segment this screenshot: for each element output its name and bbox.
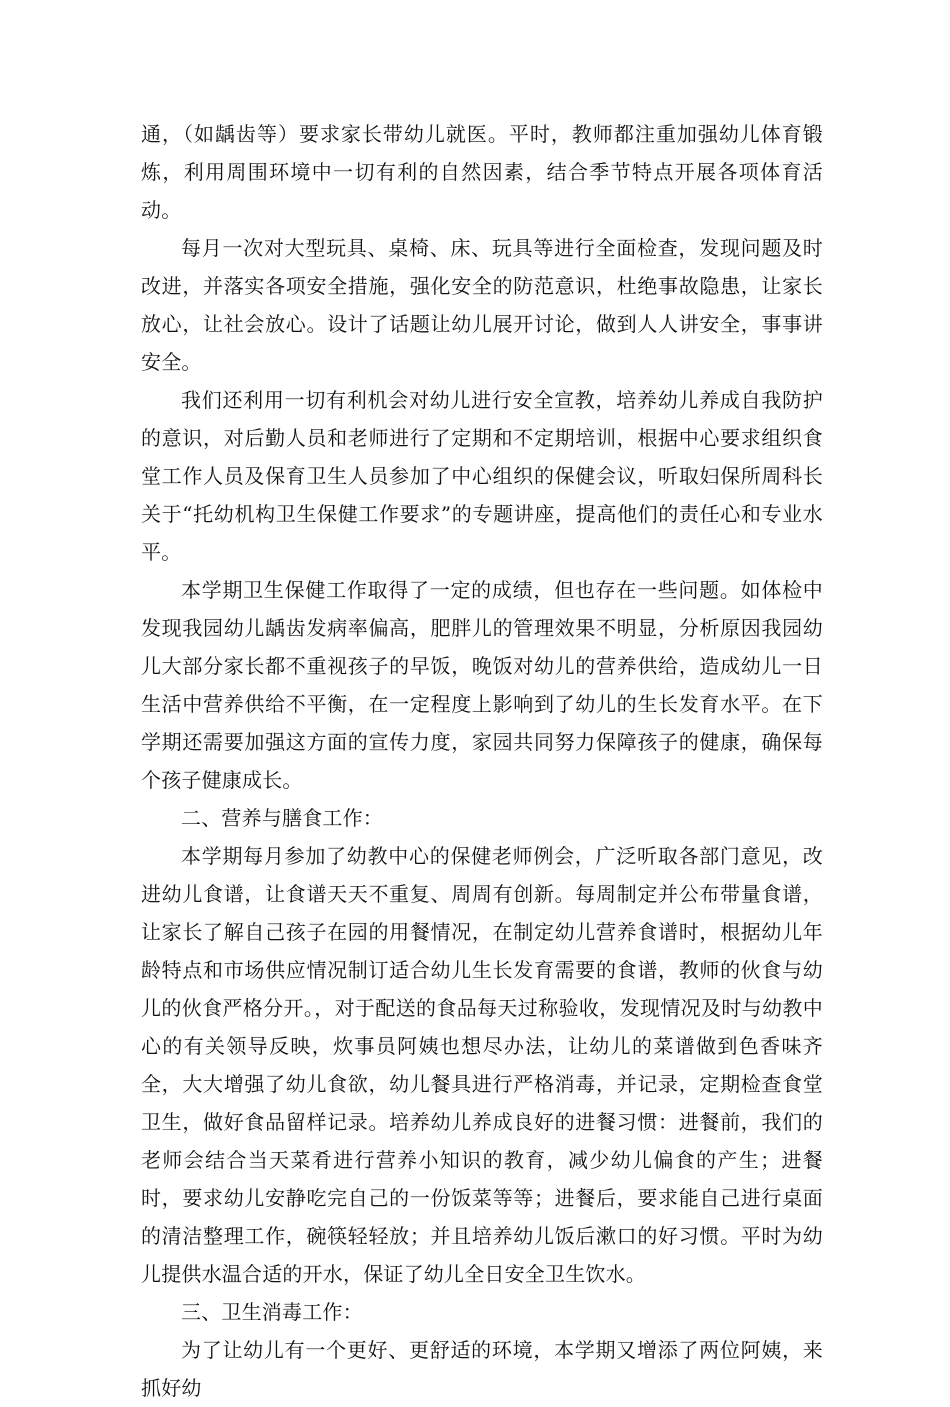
paragraph-disinfection: 为了让幼儿有一个更好、更舒适的环境，本学期又增添了两位阿姨，来抓好幼 xyxy=(141,1338,823,1400)
paragraph-continuation: 通，（如龋齿等）要求家长带幼儿就医。平时，教师都注重加强幼儿体育锻炼，利用周围环境中一切有利的自然因素，结合季节特点开展各项体育活动。 xyxy=(141,122,823,222)
document-body xyxy=(141,115,823,1407)
section-heading-disinfection: 三、卫生消毒工作： xyxy=(181,1300,363,1324)
paragraph-safety-inspection: 每月一次对大型玩具、桌椅、床、玩具等进行全面检查，发现问题及时改进，并落实各项安全措施，强化安全的防范意识，杜绝事故隐患，让家长放心，让社会放心。设计了话题让幼儿展开讨论，做到人人讲安全，事事讲安全。 xyxy=(141,236,823,374)
paragraph-nutrition: 本学期每月参加了幼教中心的保健老师例会，广泛听取各部门意见，改进幼儿食谱，让食谱天天不重复、周周有创新。每周制定并公布带量食谱，让家长了解自己孩子在园的用餐情况，在制定幼儿营养食谱时，根据幼儿年龄特点和市场供应情况制订适合幼儿生长发育需要的食谱，教师的伙食与幼儿的伙食严格分开。，对于配送的食品每天过称验收，发现情况及时与幼教中心的有关领导反映，炊事员阿姨也想尽办法，让幼儿的菜谱做到色香味齐全，大大增强了幼儿食欲，幼儿餐具进行严格消毒，并记录，定期检查食堂卫生，做好食品留样记录。培养幼儿养成良好的进餐习惯：进餐前，我们的老师会结合当天菜肴进行营养小知识的教育，减少幼儿偏食的产生；进餐时，要求幼儿安静吃完自己的一份饭菜等等；进餐后，要求能自己进行桌面的清洁整理工作，碗筷轻轻放；并且培养幼儿饭后漱口的好习惯。平时为幼儿提供水温合适的开水，保证了幼儿全日安全卫生饮水。 xyxy=(141,844,823,1286)
paragraph-safety-education: 我们还利用一切有利机会对幼儿进行安全宣教，培养幼儿养成自我防护的意识，对后勤人员和老师进行了定期和不定期培训，根据中心要求组织食堂工作人员及保育卫生人员参加了中心组织的保健会议，听取妇保所周科长关于“托幼机构卫生保健工作要求”的专题讲座，提高他们的责任心和专业水平。 xyxy=(141,388,823,564)
section-heading-nutrition: 二、营养与膳食工作： xyxy=(181,806,383,830)
paragraph-problems: 本学期卫生保健工作取得了一定的成绩，但也存在一些问题。如体检中发现我园幼儿龋齿发病率偏高，肥胖儿的管理效果不明显，分析原因我园幼儿大部分家长都不重视孩子的早饭，晚饭对幼儿的营养供给，造成幼儿一日生活中营养供给不平衡，在一定程度上影响到了幼儿的生长发育水平。在下学期还需要加强这方面的宣传力度，家园共同努力保障孩子的健康，确保每个孩子健康成长。 xyxy=(141,578,823,792)
